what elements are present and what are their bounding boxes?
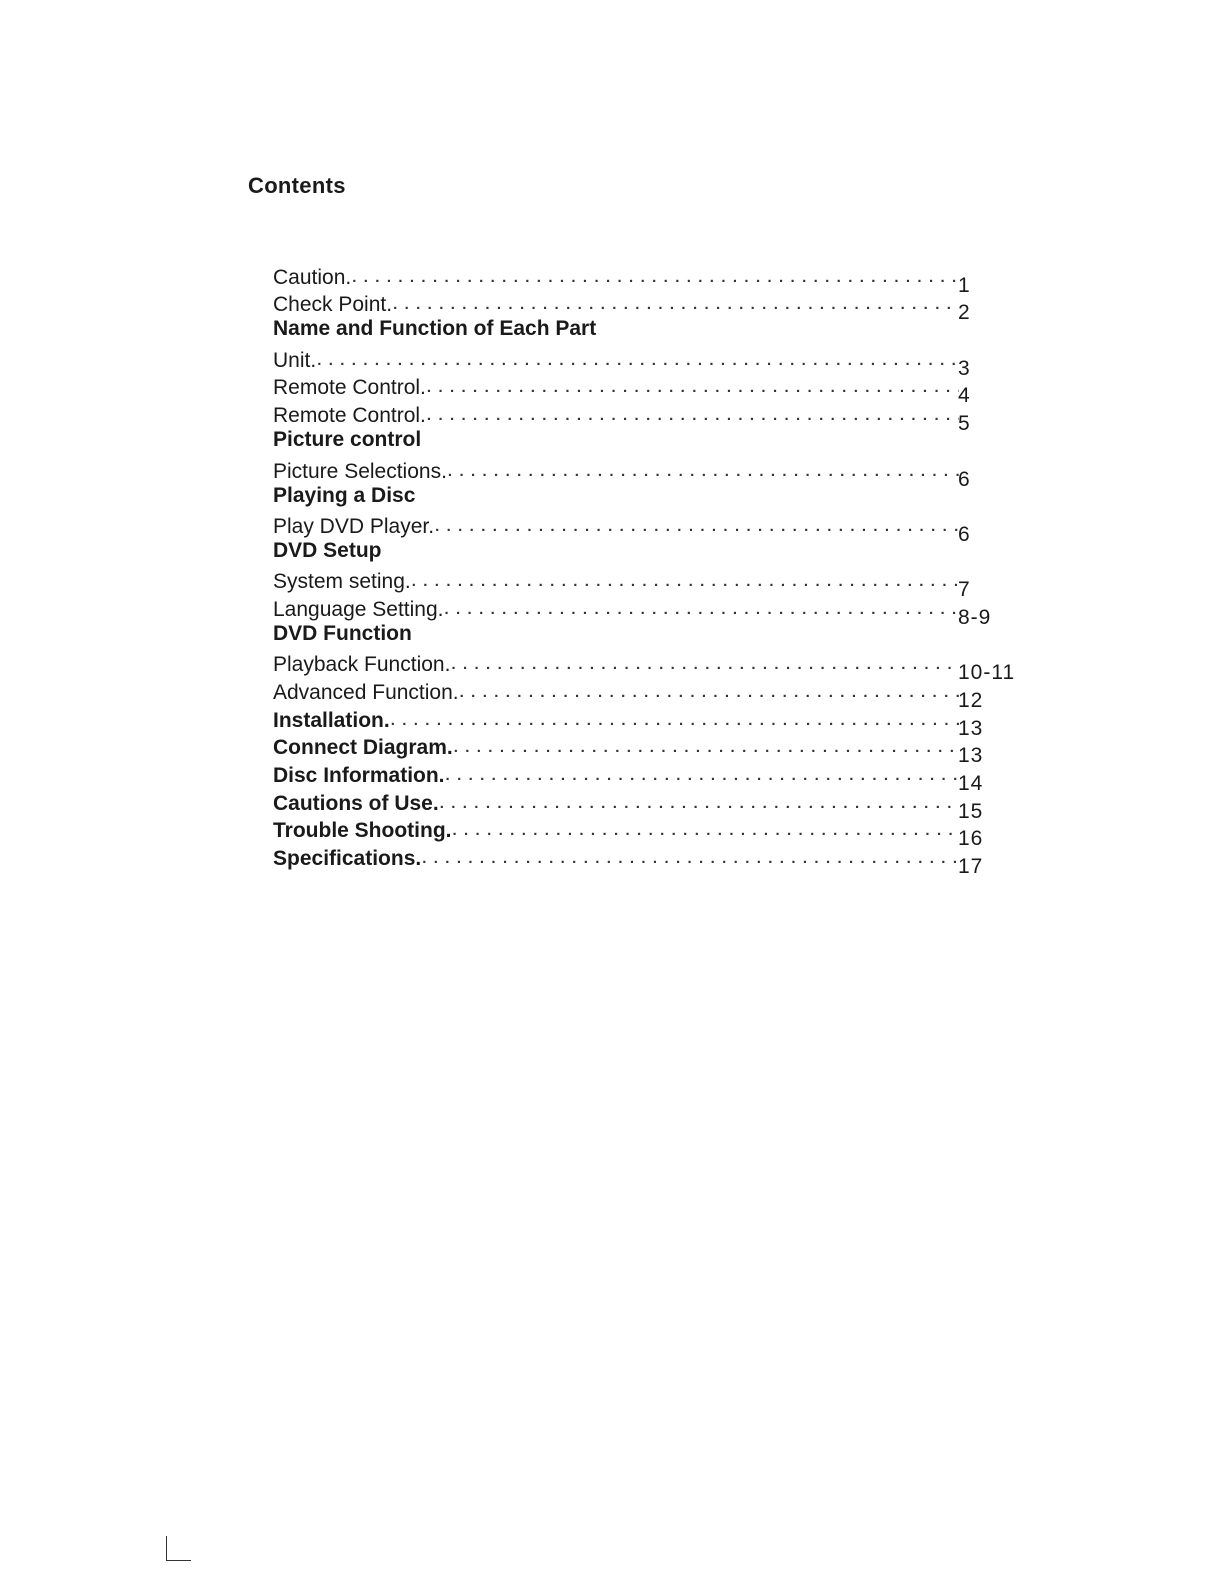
toc-entry[interactable] xyxy=(273,816,984,851)
toc-page-number: 2 xyxy=(958,301,971,325)
toc-page-number: 13 xyxy=(958,744,984,768)
toc-entry-label: Specifications. xyxy=(273,847,422,871)
toc-page-number: 13 xyxy=(958,716,984,740)
toc-page-number: 7 xyxy=(958,578,971,602)
toc-entry[interactable] xyxy=(273,788,984,823)
dot-leader xyxy=(451,653,959,677)
toc-page-number: 14 xyxy=(958,772,984,796)
toc-entry-label: Playing a Disc xyxy=(273,483,416,507)
toc-entry-label: Check Point. xyxy=(273,293,393,317)
toc-entry[interactable] xyxy=(273,400,971,436)
toc-entry-label: DVD Function xyxy=(273,621,412,645)
toc-entry[interactable] xyxy=(273,733,984,768)
toc-entry[interactable] xyxy=(273,843,984,879)
toc-page-number: 17 xyxy=(958,855,984,879)
dot-leader xyxy=(460,681,959,705)
dot-leader xyxy=(427,376,959,400)
toc-entry-label: Language Setting. xyxy=(273,597,444,621)
toc-entry-label: Remote Control. xyxy=(273,404,426,428)
toc-page-number: 16 xyxy=(958,827,984,851)
toc-page-number: 5 xyxy=(958,412,971,436)
page-title: Contents xyxy=(248,173,346,198)
toc-entry[interactable] xyxy=(273,594,992,629)
toc-page-number: 6 xyxy=(958,467,971,491)
toc-entry[interactable] xyxy=(273,511,971,546)
toc-entry[interactable] xyxy=(273,677,984,712)
toc-entry[interactable] xyxy=(273,456,971,491)
crop-mark xyxy=(166,1536,191,1561)
toc-entry-label: Disc Information. xyxy=(273,764,445,788)
toc-entry-label: Cautions of Use. xyxy=(273,791,439,815)
toc-entry[interactable] xyxy=(273,290,971,325)
dot-leader xyxy=(448,460,959,484)
table-of-contents xyxy=(273,262,1016,879)
dot-leader xyxy=(440,792,959,816)
toc-entry-label: Advanced Function. xyxy=(273,681,459,704)
toc-entry-label: Remote Control. xyxy=(273,376,426,400)
toc-entry-label: System seting. xyxy=(273,570,411,594)
toc-entry[interactable] xyxy=(273,567,971,602)
toc-page-number: 8-9 xyxy=(958,605,992,629)
toc-entry[interactable] xyxy=(273,705,984,740)
toc-entry-label: Picture Selections. xyxy=(273,459,447,483)
toc-entry-label: Picture control xyxy=(273,428,422,452)
toc-entry[interactable] xyxy=(273,650,1016,685)
toc-page-number: 3 xyxy=(958,356,971,380)
toc-entry[interactable] xyxy=(273,345,971,380)
toc-page-number: 4 xyxy=(958,384,971,408)
toc-entry-label: Play DVD Player. xyxy=(273,514,435,538)
dot-leader xyxy=(444,598,959,622)
toc-entry-label: DVD Setup xyxy=(273,538,382,562)
toc-section-heading xyxy=(273,484,963,512)
dot-leader xyxy=(446,764,959,788)
toc-page-number: 1 xyxy=(958,273,971,297)
toc-page-number: 12 xyxy=(958,689,984,712)
toc-entry[interactable] xyxy=(273,373,971,408)
dot-leader xyxy=(452,819,959,843)
dot-leader xyxy=(435,515,959,539)
dot-leader xyxy=(317,349,959,373)
dot-leader xyxy=(412,570,959,594)
toc-page-number: 10-11 xyxy=(958,661,1016,685)
toc-entry-label: Caution. xyxy=(273,265,352,289)
toc-section-heading xyxy=(273,428,963,456)
toc-entry[interactable] xyxy=(273,262,971,297)
toc-section-heading xyxy=(273,317,963,345)
dot-leader xyxy=(422,847,959,871)
toc-section-heading xyxy=(273,622,963,650)
toc-entry-label: Unit. xyxy=(273,348,317,372)
dot-leader xyxy=(427,404,959,428)
dot-leader xyxy=(352,266,959,290)
dot-leader xyxy=(391,709,959,733)
toc-entry-label: Installation. xyxy=(273,708,390,732)
toc-section-heading xyxy=(273,539,963,567)
dot-leader xyxy=(393,293,959,317)
toc-entry[interactable] xyxy=(273,760,984,796)
dot-leader xyxy=(454,736,959,760)
toc-entry-label: Trouble Shooting. xyxy=(273,819,452,843)
toc-entry-label: Name and Function of Each Part xyxy=(273,317,597,341)
toc-page-number: 6 xyxy=(958,522,971,546)
toc-entry-label: Playback Function. xyxy=(273,653,451,677)
toc-page-number: 15 xyxy=(958,799,984,823)
toc-entry-label: Connect Diagram. xyxy=(273,736,453,760)
